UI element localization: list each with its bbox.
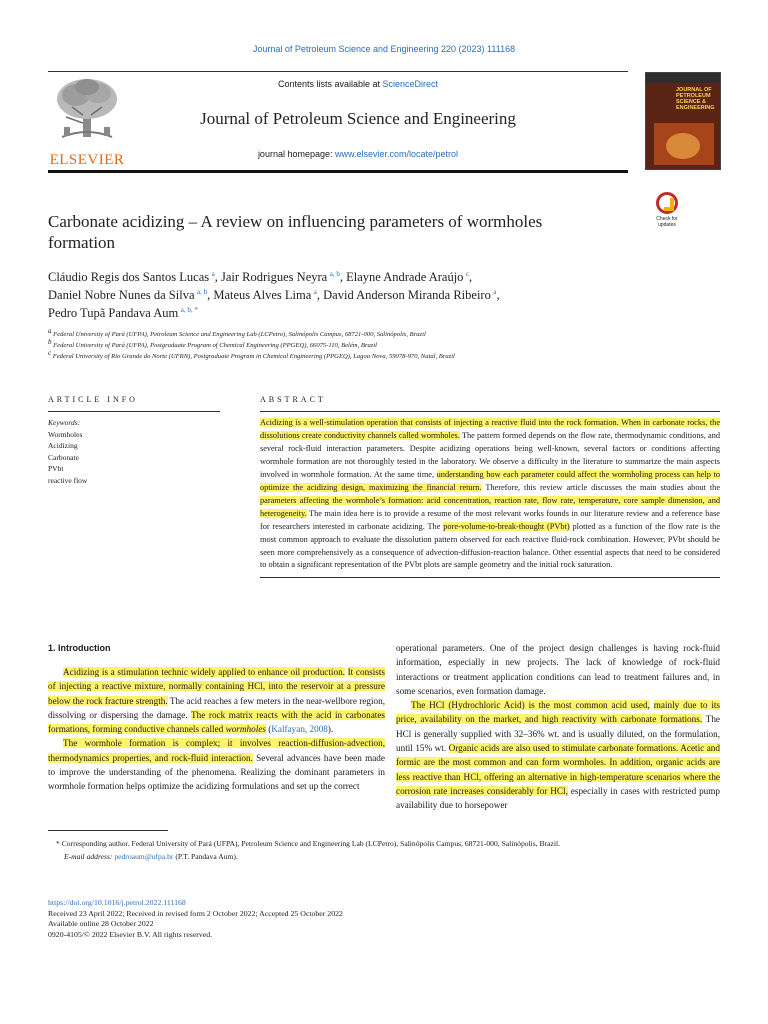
journal-citation[interactable]: Journal of Petroleum Science and Engineering 220 (2023) 111168 xyxy=(252,44,516,54)
email-link[interactable]: pedroaum@ufpa.br xyxy=(114,852,174,861)
body-column-left xyxy=(48,665,385,794)
author[interactable] xyxy=(48,306,198,320)
doi-link[interactable]: https://doi.org/10.1016/j.petrol.2022.111168 xyxy=(48,898,186,907)
affiliation xyxy=(48,326,688,340)
introduction-heading: 1. Introduction xyxy=(48,643,111,653)
cover-band xyxy=(646,73,721,83)
journal-cover-thumbnail[interactable] xyxy=(645,72,721,170)
highlighted-text: Organic acids are also used to stimulate carbonate formations. Acetic and formic are the most common and can form wormholes. In addition, organic acids are less reactive than HCl, offering an alternative in high-temperature scenarios where the corrosion rate increases considerably for HCl, xyxy=(396,743,720,796)
author[interactable] xyxy=(48,288,207,302)
abstract-heading: ABSTRACT xyxy=(260,395,720,412)
highlighted-text: wormholes xyxy=(225,724,266,735)
keyword: Acidizing xyxy=(48,441,78,450)
keyword: PVbt xyxy=(48,464,64,473)
text-segment: The pattern formed depends on the flow rate, thermodynamic conditions, and several rock-fluid interaction parameters. Despite acidizing operations being well-known, several factors or conditions affecting wormhole formation are not thoroughly tested in the laboratory. We observe a difficulty in the literature to summarize the main aspects involved in wormhole formation. At the same time, xyxy=(260,430,721,479)
intro-paragraph xyxy=(396,698,720,812)
intro-paragraph xyxy=(48,736,385,793)
text-segment: ( xyxy=(265,724,272,735)
journal-homepage-link[interactable]: www.elsevier.com/locate/petrol xyxy=(335,149,459,159)
text-segment: plotted as a function of the flow rate is the most common approach to evaluate the dissolution pattern observed for each reactive fluid-rock combination. However, PVbt should be seen more comprehensively as a consequence of advection-diffusion-reaction balance. Other essential aspects that need to be considered to obtain a significant representation of the PVbt plots are sample geometry and the initial rock saturation. xyxy=(260,521,720,570)
elsevier-tree-icon xyxy=(52,77,122,143)
contents-available-line xyxy=(168,79,548,89)
text-segment: The main idea here is to provide a resume of the most relevant works founds in our literature review and a reference base for researchers interested in carbonate acidizing. The xyxy=(260,508,720,531)
author-name[interactable]: Pedro Tupã Pandava Aum xyxy=(48,306,179,320)
intro-paragraph xyxy=(48,665,385,736)
sciencedirect-link[interactable]: ScienceDirect xyxy=(382,79,439,89)
abstract-text xyxy=(260,417,720,572)
abstract-end-rule xyxy=(260,577,720,578)
contents-prefix: Contents lists available at xyxy=(277,79,383,89)
highlighted-text: understanding how each parameter could affect the wormholing process can help to optimize the acidizing design, maximizing the financial return. xyxy=(260,469,721,492)
cover-title: JOURNAL OF PETROLEUM SCIENCE & ENGINEERING xyxy=(676,87,715,111)
footnote-rule xyxy=(48,830,168,831)
journal-masthead xyxy=(48,71,628,171)
elsevier-logo[interactable] xyxy=(48,77,126,167)
abstract-section xyxy=(260,395,720,578)
affiliation-mark: b xyxy=(48,337,52,346)
affiliation-text: Federal University of Pará (UFPA), Petroleum Science and Engineering Lab (LCPetro), Salinópolis Campus, 68721-000, Salinópolis, Brazil xyxy=(53,331,426,338)
keywords-label: Keywords: xyxy=(48,418,81,427)
journal-homepage-line xyxy=(168,149,548,159)
author[interactable] xyxy=(323,288,496,302)
copyright-line: 0920-4105/© 2022 Elsevier B.V. All rights reserved. xyxy=(48,929,213,939)
email-line xyxy=(48,850,720,863)
author[interactable] xyxy=(213,288,317,302)
email-label: E-mail address: xyxy=(64,852,115,861)
author-affiliation-mark[interactable]: c xyxy=(465,269,470,278)
affiliation xyxy=(48,348,688,362)
author-name[interactable]: David Anderson Miranda Ribeiro xyxy=(323,288,491,302)
highlighted-text: pore-volume-to-break-thought (PVbt) xyxy=(443,521,570,531)
author-affiliation-mark[interactable]: a xyxy=(493,287,497,296)
check-updates-icon xyxy=(656,192,678,214)
highlighted-text: The wormhole formation is complex; it involves reaction-diffusion-advection, thermodynamics properties, and rock-fluid interaction. xyxy=(48,738,385,763)
elsevier-wordmark: ELSEVIER xyxy=(49,152,125,168)
author-affiliation-mark[interactable]: a, b xyxy=(329,269,340,278)
highlighted-text: The rock matrix reacts with the acid in carbonates formations, forming conductive channels called xyxy=(48,709,385,735)
author-name[interactable]: Mateus Alves Lima xyxy=(213,288,312,302)
highlighted-text: Acidizing is a well-stimulation operation that consists of injecting a reactive fluid into the rock formation. When in carbonate rocks, the dissolutions create conductivity channels called wormholes. xyxy=(260,418,720,440)
author-name[interactable]: Cláudio Regis dos Santos Lucas xyxy=(48,270,210,284)
keywords-block xyxy=(48,417,220,486)
keyword: Carbonate xyxy=(48,452,79,462)
author-name[interactable]: Elayne Andrade Araújo xyxy=(346,270,464,284)
author-affiliation-mark[interactable]: a xyxy=(211,269,215,278)
author-name[interactable]: Jair Rodrigues Neyra xyxy=(220,270,328,284)
author-affiliation-mark[interactable]: a, b, * xyxy=(180,305,198,314)
text-segment: The acid reaches a few meters in the near-wellbore region, dissolving or dispersing the damage. xyxy=(48,695,385,720)
footnotes xyxy=(48,830,720,863)
email-suffix: (P.T. Pandava Aum). xyxy=(173,852,238,861)
citation-link[interactable]: Kalfayan, 2008 xyxy=(271,724,328,735)
body-column-right xyxy=(396,641,720,813)
masthead-top-rule xyxy=(48,71,628,72)
masthead-bottom-rule xyxy=(48,170,628,173)
article-info-section xyxy=(48,395,220,486)
author[interactable] xyxy=(346,270,469,284)
keyword: reactive flow xyxy=(48,475,88,485)
text-segment: operational parameters. One of the project design challenges is having rock-fluid information, especially in new projects. The lack of knowledge of rock-fluid interactions or treatment application conditions can lead to treatment failures and, in some scenarios, even formation damage. xyxy=(396,643,720,696)
cover-image-detail xyxy=(666,133,700,159)
author-name[interactable]: Daniel Nobre Nunes da Silva xyxy=(48,288,195,302)
affiliation-mark: c xyxy=(48,348,52,357)
affiliation xyxy=(48,337,688,351)
check-for-updates-button[interactable] xyxy=(648,192,686,230)
affiliation-text: Federal University of Rio Grande do Norte (UFRN), Postgraduate Program in Chemical Engineering (PPGEQ), Lagoa Nova, 59078-970, Natal, Brazil xyxy=(52,353,455,360)
online-date: Available online 28 October 2022 xyxy=(48,919,154,928)
highlighted-text: The HCl (Hydrochloric Acid) is the most common acid used, xyxy=(411,700,650,711)
affiliation-mark: a xyxy=(48,326,52,335)
homepage-prefix: journal homepage: xyxy=(257,149,335,159)
article-title: Carbonate acidizing – A review on influencing parameters of wormholes formation xyxy=(48,212,543,252)
author[interactable] xyxy=(221,270,340,284)
author-affiliation-mark[interactable]: a, b xyxy=(197,287,208,296)
author[interactable] xyxy=(48,270,215,284)
check-updates-label: Check for updates xyxy=(656,216,678,228)
highlighted-text: parameters affecting the wormhole’s formation: acid concentration, reaction rate, flow rate, temperature, core sample dimension, and heterogeneity. xyxy=(260,495,720,518)
highlighted-text: It consists of injecting a reactive mixture, normally containing HCl, into the reservoir at a pressure below the rock fracture strength. xyxy=(48,667,385,706)
received-dates: Received 23 April 2022; Received in revised form 2 October 2022; Accepted 25 October 2022 xyxy=(48,908,343,918)
highlighted-text: Acidizing is a stimulation technic widely applied to enhance oil production. xyxy=(63,667,345,677)
journal-title: Journal of Petroleum Science and Engineering xyxy=(200,109,516,128)
text-segment: especially in cases with restricted pump availability due to horsepower xyxy=(396,785,720,811)
text-segment: The HCl is generally supplied with 32–36% wt. and is usually diluted, on the formulation, until 15% wt. xyxy=(396,714,720,754)
intro-paragraph xyxy=(396,641,720,698)
keyword-list xyxy=(48,429,220,487)
affiliation-list xyxy=(48,326,688,362)
affiliation-text: Federal University of Pará (UFPA), Postgraduate Program of Chemical Engineering (PPGEQ), 66075-110, Belém, Brazil xyxy=(53,342,377,349)
corresponding-author-note: * Corresponding author. Federal University of Pará (UFPA), Petroleum Science and Engineering Lab (LCPetro), Salinópolis Campus, 68721-000, Salinópolis, Brazil. xyxy=(56,839,560,848)
text-segment: ). xyxy=(327,724,334,735)
keyword: Wormholes xyxy=(48,429,83,439)
text-segment: Several advances have been made to improve the understanding of the phenomena. Realizing the dominant parameters in wormhole formation helps optimize the acidizing formulations and set up the correct xyxy=(48,752,385,792)
author-list: Cláudio Regis dos Santos Lucas $^a$, Jair Rodrigues Neyra $^{a, b}$, Elayne Andrade Araújo $^c$, Daniel Nobre Nunes da Silva $^{a, b}$, Mateus Alves Lima $^a$, David Anderson Miranda Ribeiro $^a$, Pedro Tupã Pandava Aum $^{a, b, *}$ xyxy=(48,269,500,320)
article-info-heading: ARTICLE INFO xyxy=(48,395,220,412)
author-affiliation-mark[interactable]: a xyxy=(313,287,317,296)
text-segment: Therefore, this review article discusses the main studies about the xyxy=(481,482,720,492)
article-history xyxy=(48,898,720,940)
highlighted-text: mainly due to its price, availability on the market, and high reactivity with carbonate formations. xyxy=(396,700,721,725)
